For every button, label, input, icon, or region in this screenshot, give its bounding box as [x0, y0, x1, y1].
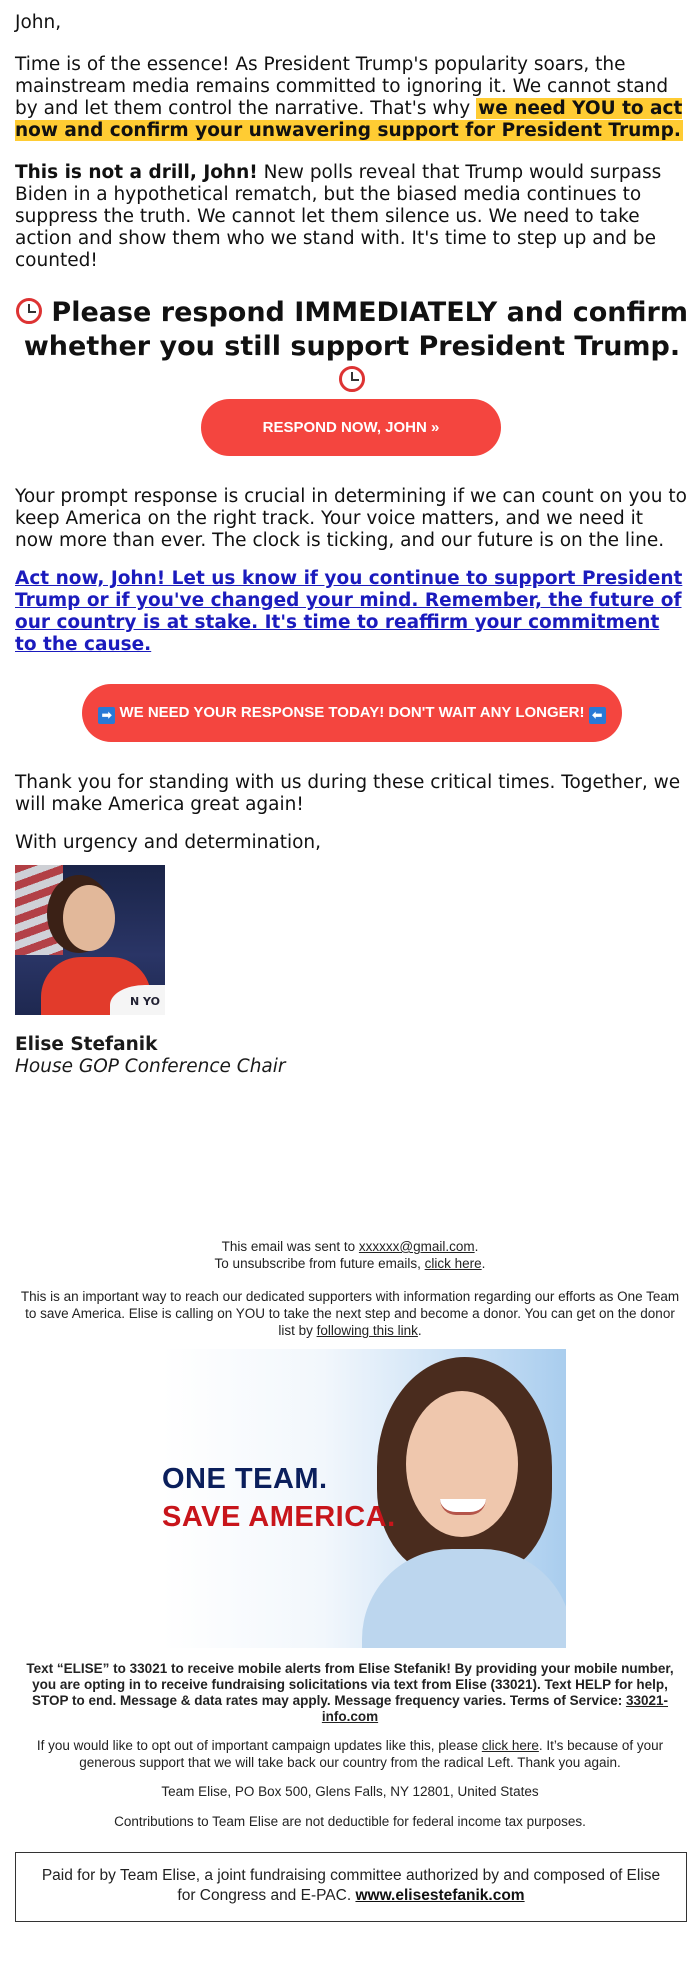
- urgent-heading: [9, 296, 695, 398]
- signer-photo: [15, 865, 165, 1015]
- optout-suffix: . It’s because of your generous support that we will take back our country from the radical Left. Thank you again.: [79, 1738, 664, 1770]
- paid-for-text: Paid for by Team Elise, a joint fundraising committee authorized by and composed of Elise for Congress and E-PAC.: [41, 1867, 661, 1904]
- footer-donor-info: [20, 1288, 680, 1339]
- punct: .: [481, 1256, 486, 1271]
- punct: .: [417, 1323, 422, 1338]
- alarm-clock-icon: [16, 298, 42, 324]
- paragraph-prompt-response: Your prompt response is crucial in determining if we can count on you to keep America on the right track. Your voice matters, and we need it now more than ever. The clock is ticking, and our future is on the line.: [15, 486, 687, 551]
- one-team-banner: [162, 1349, 566, 1648]
- footer-sms-info: [20, 1661, 680, 1725]
- optout-text: If you would like to opt out of important campaign updates like this, please: [36, 1738, 482, 1753]
- sign-off: With urgency and determination,: [15, 832, 322, 853]
- respond-now-button[interactable]: RESPOND NOW, JOHN »: [201, 399, 501, 456]
- paid-for-disclaimer: [15, 1852, 687, 1922]
- website-link[interactable]: www.elisestefanik.com: [355, 1887, 525, 1904]
- polls-lead: This is not a drill, John!: [15, 162, 258, 183]
- sms-text: Text “ELISE” to 33021 to receive mobile alerts from Elise Stefanik! By providing your mobile number, you are opting in to receive fundraising solicitations via text from Elise (33021). Text HELP for help, STOP to end. Message & data rates may apply. Message frequency varies. Terms of Service:: [26, 1661, 674, 1708]
- unsubscribe-label: To unsubscribe from future emails,: [214, 1256, 425, 1271]
- intro-text: Time is of the essence! As President Trump's popularity soars, the mainstream media remains committed to ignoring it. We cannot stand by and let them control the narrative. That's why: [15, 54, 669, 119]
- act-now-link[interactable]: Act now, John! Let us know if you continue to support President Trump or if you've changed your mind. Remember, the future of our country is at stake. It's time to reaffirm your commitment to the cause.: [15, 568, 683, 655]
- banner-line-two: SAVE AMERICA.: [162, 1501, 396, 1533]
- response-today-button[interactable]: [82, 684, 622, 742]
- portrait-shirt-graphic: [362, 1549, 566, 1648]
- campaign-sign: N YO: [110, 985, 165, 1015]
- sent-to-label: This email was sent to: [221, 1239, 359, 1254]
- footer-sent-info: [20, 1238, 680, 1272]
- flag-graphic: [15, 865, 63, 955]
- paragraph-intro: [15, 54, 687, 142]
- donor-list-link[interactable]: following this link: [316, 1323, 418, 1338]
- sms-terms-link[interactable]: 33021-info.com: [321, 1693, 669, 1724]
- polls-text: New polls reveal that Trump would surpass Biden in a hypothetical rematch, but the biased media continues to suppress the truth. We cannot let them silence us. We need to take action and show them who we stand with. It's time to step up and be counted!: [15, 162, 662, 271]
- banner-line-one: ONE TEAM.: [162, 1463, 328, 1495]
- arrow-right-icon: ➡: [98, 707, 115, 724]
- optout-link[interactable]: click here: [481, 1738, 539, 1753]
- urgent-heading-text: Please respond IMMEDIATELY and confirm whether you still support President Trump.: [23, 297, 688, 362]
- highlighted-call-to-action: we need YOU to act now and confirm your unwavering support for President Trump.: [15, 98, 683, 141]
- footer-optout: [20, 1737, 680, 1771]
- unsubscribe-link[interactable]: click here: [424, 1256, 482, 1271]
- paragraph-thank-you: Thank you for standing with us during these critical times. Together, we will make America great again!: [15, 772, 681, 815]
- donor-text: This is an important way to reach our dedicated supporters with information regarding our efforts as One Team to save America. Elise is calling on YOU to take the next step and become a donor. You can get on the donor list by: [20, 1289, 680, 1338]
- footer-address: Team Elise, PO Box 500, Glens Falls, NY 12801, United States: [161, 1784, 539, 1799]
- punct: .: [474, 1239, 479, 1254]
- recipient-email-link[interactable]: xxxxxx@gmail.com: [358, 1239, 475, 1254]
- alarm-clock-icon: [339, 366, 365, 392]
- response-today-label: WE NEED YOUR RESPONSE TODAY! DON'T WAIT ANY LONGER!: [119, 704, 585, 721]
- arrow-left-icon: ⬅: [589, 707, 606, 724]
- footer-tax-note: Contributions to Team Elise are not deductible for federal income tax purposes.: [114, 1814, 586, 1829]
- paragraph-polls: [15, 162, 687, 272]
- face-graphic: [63, 885, 115, 951]
- signer-title: House GOP Conference Chair: [15, 1056, 286, 1077]
- signer-name: Elise Stefanik: [15, 1034, 158, 1055]
- greeting: John,: [15, 12, 62, 33]
- portrait-face-graphic: [406, 1391, 518, 1537]
